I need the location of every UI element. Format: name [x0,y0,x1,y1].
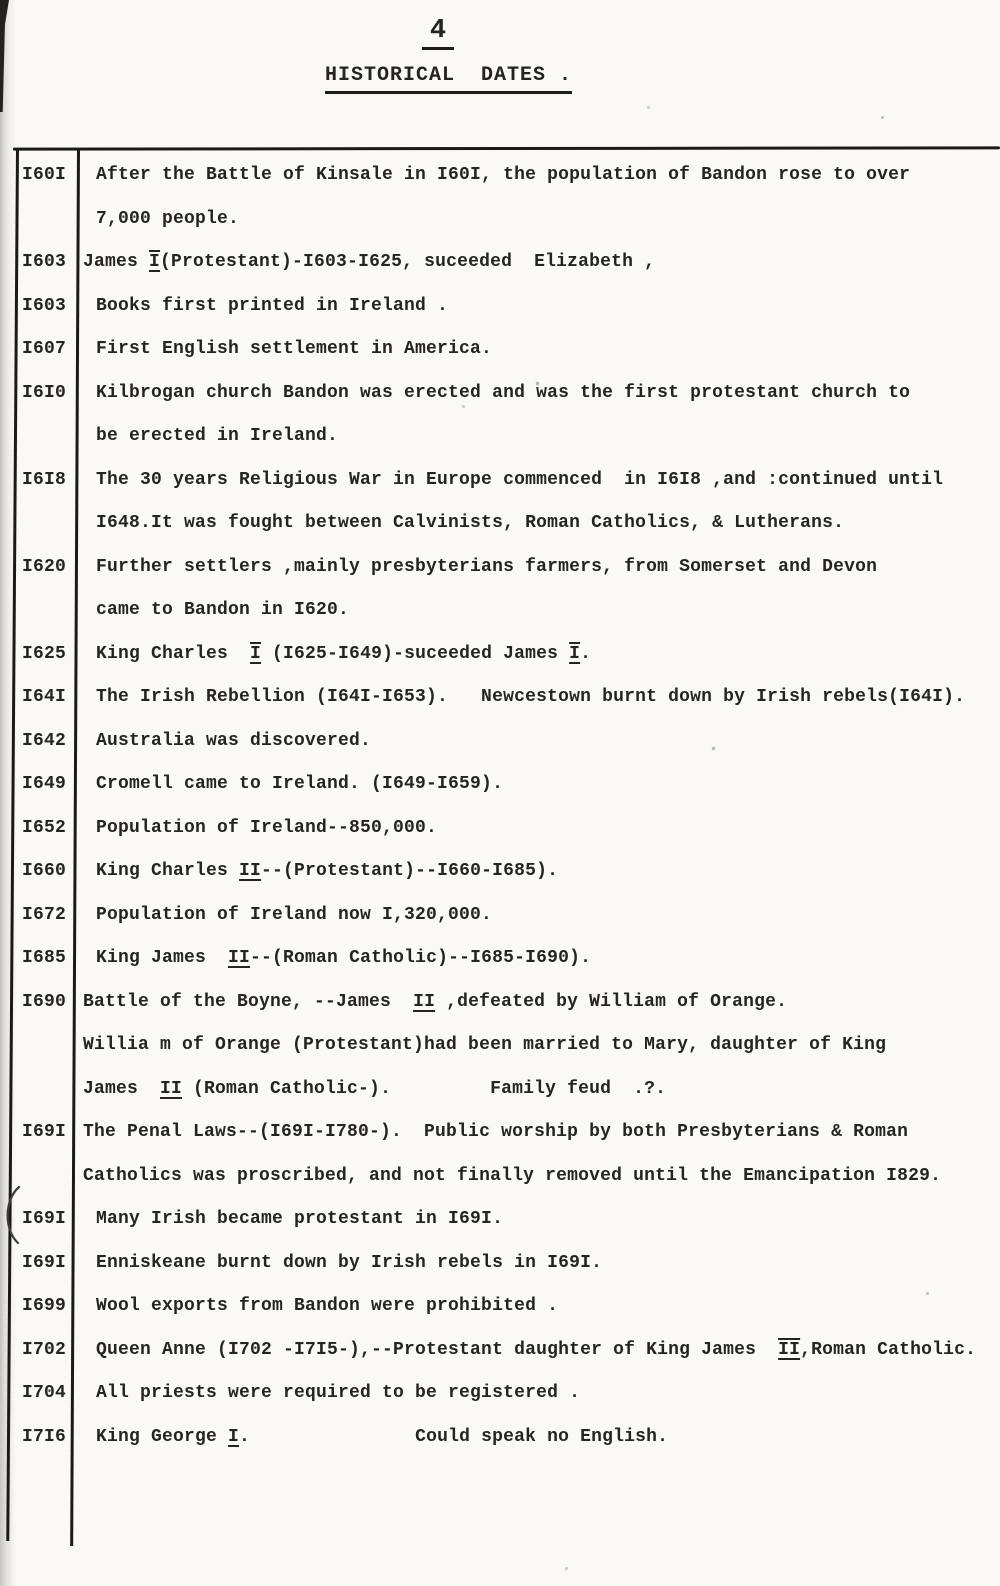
text-segment: Willia m of Orange (Protestant)had been married to Mary, daughter of King [83,1035,887,1055]
event-cell [74,894,1000,938]
year-cell: I649 [22,774,67,794]
event-text-line [96,1285,1000,1329]
text-segment: came to Bandon in I620. [96,600,350,620]
text-segment: King James [96,948,229,968]
year-cell: I607 [22,339,67,359]
table-row [0,981,1000,1112]
event-text-line [96,459,1000,503]
year-cell: I625 [22,643,67,664]
text-segment: King Charles [96,861,240,881]
emphasized-numeral: II [228,948,251,968]
text-segment: Enniskeane burnt down by Irish rebels in I69I. [96,1252,603,1273]
year-cell: I64I [22,687,67,707]
year-cell: I620 [22,556,67,577]
table-row [0,937,1000,981]
text-segment: After the Battle of Kinsale in I60I, the population of Bandon rose to over [96,165,911,185]
event-text-line [96,894,1000,938]
event-text-line [96,285,1000,329]
event-text-line [96,198,1000,242]
year-cell: I702 [22,1339,67,1360]
table-row [0,676,1000,720]
event-cell [74,1329,1000,1373]
table-row [0,633,1000,677]
text-segment: Battle of the Boyne, --James [83,991,414,1012]
event-cell [74,328,1000,372]
year-cell: I6I0 [22,382,67,403]
event-cell [74,285,1000,329]
event-text-line [83,1068,1000,1112]
year-cell: I60I [22,165,67,185]
event-cell [74,763,1000,807]
year-cell: I69I [22,1122,67,1142]
scan-noise [0,0,1,1]
event-cell [74,1416,1000,1460]
text-segment: Catholics was proscribed, and not finally removed until the Emancipation I829. [83,1165,942,1186]
emphasized-numeral: II [239,861,262,881]
event-cell [74,154,1000,241]
year-cell: I7I6 [22,1426,67,1447]
event-text-line [96,415,1000,459]
year-cell: I685 [22,948,67,968]
text-segment: King George [96,1426,229,1447]
event-text-line [96,937,1000,981]
emphasized-numeral: I [149,252,161,272]
text-segment: be erected in Ireland. [96,426,339,446]
text-segment: First English settlement in America. [96,339,493,359]
text-segment: Population of Ireland now I,320,000. [96,904,493,925]
text-segment: Population of Ireland--850,000. [96,817,438,838]
table-row [0,154,1000,241]
table-row [0,459,1000,546]
text-segment: Australia was discovered. [96,730,372,751]
year-cell: I704 [22,1383,67,1403]
year-cell: I69I [22,1252,67,1273]
text-segment: ,Roman Catholic. [800,1339,977,1360]
year-cell: I642 [22,730,67,751]
emphasized-numeral: I [250,643,262,664]
emphasized-numeral: II [160,1078,183,1099]
event-cell [74,1285,1000,1329]
table-row [0,1372,1000,1416]
event-text-line [83,241,1000,285]
event-cell [74,981,1000,1112]
event-text-line [96,372,1000,416]
table-row [0,1242,1000,1286]
event-text-line [96,1416,1000,1460]
table-row [0,720,1000,764]
table-row [0,546,1000,633]
emphasized-numeral: II [778,1339,801,1360]
text-segment: (Roman Catholic-). Family feud .?. [182,1078,667,1099]
text-segment: King Charles [96,643,251,664]
event-cell [74,633,1000,677]
text-segment: . Could speak no English. [239,1426,669,1447]
text-segment: The Penal Laws--(I69I-I780-). Public worship by both Presbyterians & Roman [83,1122,909,1142]
table-row [0,241,1000,285]
text-segment: I648.It was fought between Calvinists, Roman Catholics, & Lutherans. [96,513,845,533]
year-cell: I690 [22,991,67,1012]
event-text-line [96,763,1000,807]
text-segment: James [83,1078,161,1099]
event-cell [74,850,1000,894]
event-text-line [96,720,1000,764]
emphasized-numeral: II [413,991,436,1012]
event-text-line [83,1155,1000,1199]
event-text-line [96,154,1000,198]
event-text-line [83,1024,1000,1068]
text-segment: Kilbrogan church Bandon was erected and was the first protestant church to [96,382,911,403]
table-row [0,285,1000,329]
text-segment: Wool exports from Bandon were prohibited . [96,1296,559,1316]
year-cell: I603 [22,252,67,272]
year-cell: I672 [22,904,67,925]
historical-dates-table [0,150,1000,1459]
text-segment: James [83,252,150,272]
table-row [0,850,1000,894]
event-cell [74,1198,1000,1242]
table-row [0,328,1000,372]
text-segment: --(Roman Catholic)--I685-I690). [250,948,592,968]
text-segment: The Irish Rebellion (I64I-I653). Newcestown burnt down by Irish rebels(I64I). [96,687,966,707]
event-text-line [96,1372,1000,1416]
event-text-line [96,1329,1000,1373]
text-segment: (I625-I649)-suceeded James [261,643,570,664]
text-segment: --(Protestant)--I660-I685). [261,861,559,881]
margin-mark [1,1186,23,1244]
event-text-line [83,981,1000,1025]
event-cell [74,546,1000,633]
year-cell: I652 [22,817,67,838]
table-row [0,807,1000,851]
text-segment: Queen Anne (I702 -I7I5-),--Protestant daughter of King James [96,1339,779,1360]
text-segment: Many Irish became protestant in I69I. [96,1209,504,1229]
year-cell: I699 [22,1296,67,1316]
table-row [0,1198,1000,1242]
page-number: 4 [408,16,468,50]
event-text-line [96,589,1000,633]
page-title: HISTORICAL DATES . [325,64,572,94]
text-segment: Cromell came to Ireland. (I649-I659). [96,774,504,794]
table-row [0,372,1000,459]
event-cell [74,720,1000,764]
event-cell [74,1242,1000,1286]
event-text-line [96,546,1000,590]
event-text-line [96,850,1000,894]
event-cell [74,1111,1000,1198]
table-row [0,763,1000,807]
text-segment: . [580,643,592,664]
year-cell: I660 [22,861,67,881]
event-text-line [96,1198,1000,1242]
emphasized-numeral: I [569,643,581,664]
table-row [0,1285,1000,1329]
event-text-line [96,502,1000,546]
event-cell [74,937,1000,981]
year-cell: I6I8 [22,469,67,490]
text-segment: (Protestant)-I603-I625, suceeded Elizabeth , [160,252,656,272]
event-cell [74,1372,1000,1416]
table-row [0,1329,1000,1373]
table-row [0,894,1000,938]
event-cell [74,807,1000,851]
text-segment: Books first printed in Ireland . [96,295,449,316]
event-text-line [83,1111,1000,1155]
event-text-line [96,807,1000,851]
event-cell [74,676,1000,720]
event-cell [74,459,1000,546]
event-text-line [96,328,1000,372]
event-text-line [96,633,1000,677]
year-cell: I69I [22,1209,67,1229]
table-row [0,1416,1000,1460]
text-segment: All priests were required to be registered . [96,1383,581,1403]
text-segment: The 30 years Religious War in Europe commenced in I6I8 ,and :continued until [96,469,944,490]
event-text-line [96,676,1000,720]
event-text-line [96,1242,1000,1286]
table-row [0,1111,1000,1198]
text-segment: 7,000 people. [96,208,240,229]
emphasized-numeral: I [228,1426,240,1447]
event-cell [74,372,1000,459]
text-segment: ,defeated by William of Orange. [435,991,788,1012]
text-segment: Further settlers ,mainly presbyterians farmers, from Somerset and Devon [96,556,878,577]
year-cell: I603 [22,295,67,316]
event-cell [74,241,1000,285]
